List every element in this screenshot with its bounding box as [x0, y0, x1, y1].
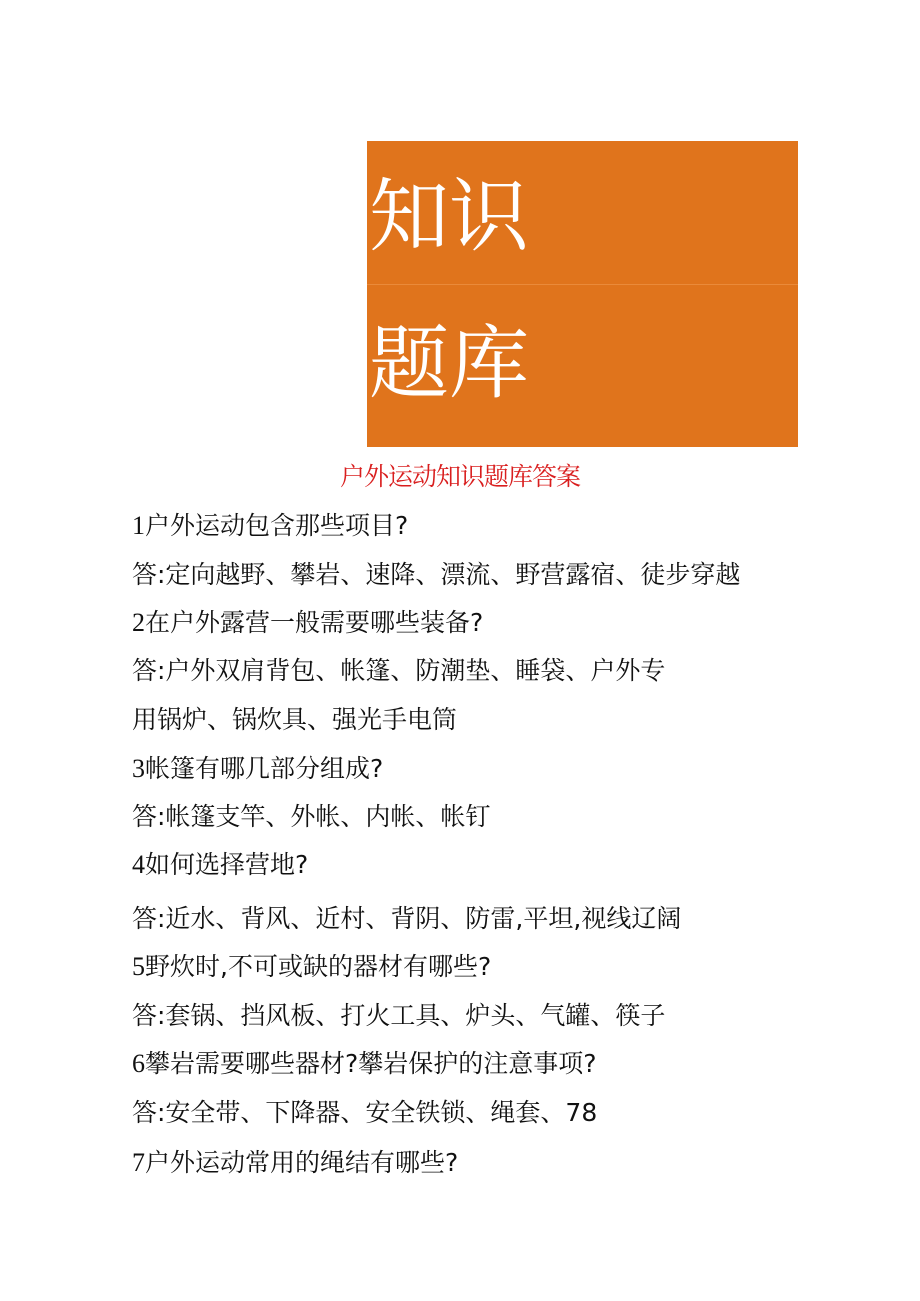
answer-text: 用锅炉、锅炊具、强光手电筒	[132, 705, 458, 734]
question-number: 6	[132, 1049, 145, 1078]
question-7	[132, 1147, 458, 1179]
answer-2	[132, 655, 665, 687]
question-number: 5	[132, 952, 145, 981]
cover-divider	[367, 284, 798, 285]
answer-text: 答:安全带、下降器、安全铁锁、绳套、78	[132, 1098, 598, 1127]
question-number: 2	[132, 608, 145, 637]
question-5	[132, 951, 491, 983]
question-2	[132, 607, 483, 639]
question-text: 户外运动包含那些项目?	[145, 511, 409, 540]
answer-text: 答:套锅、挡风板、打火工具、炉头、气罐、筷子	[132, 1001, 666, 1030]
answer-2-continued	[132, 704, 457, 736]
document-title: 户外运动知识题库答案	[339, 462, 580, 491]
question-4	[132, 849, 308, 881]
cover-title-line-2: 题库	[369, 317, 529, 410]
cover-title-block	[367, 141, 798, 447]
question-text: 攀岩需要哪些器材?攀岩保护的注意事项?	[145, 1049, 597, 1078]
answer-text: 答:户外双肩背包、帐篷、防潮垫、睡袋、户外专	[132, 656, 666, 685]
question-number: 4	[132, 850, 145, 879]
question-text: 帐篷有哪几部分组成?	[145, 754, 384, 783]
question-number: 7	[132, 1148, 145, 1177]
answer-1	[132, 559, 740, 591]
question-text: 在户外露营一般需要哪些装备?	[145, 608, 484, 637]
question-number: 1	[132, 511, 145, 540]
question-text: 如何选择营地?	[145, 850, 309, 879]
cover-title-line-1: 知识	[369, 170, 529, 263]
question-number: 3	[132, 754, 145, 783]
answer-4	[132, 903, 681, 935]
question-text: 户外运动常用的绳结有哪些?	[145, 1148, 459, 1177]
answer-5	[132, 1000, 665, 1032]
answer-text: 答:帐篷支竿、外帐、内帐、帐钉	[132, 802, 491, 831]
answer-text: 答:近水、背风、近村、背阴、防雷,平坦,视线辽阔	[132, 904, 682, 933]
question-3	[132, 753, 383, 785]
question-6	[132, 1048, 597, 1080]
question-text: 野炊时,不可或缺的器材有哪些?	[145, 952, 492, 981]
question-1	[132, 510, 408, 542]
answer-text: 答:定向越野、攀岩、速降、漂流、野营露宿、徒步穿越	[132, 560, 741, 589]
answer-6	[132, 1097, 597, 1129]
answer-3	[132, 801, 490, 833]
